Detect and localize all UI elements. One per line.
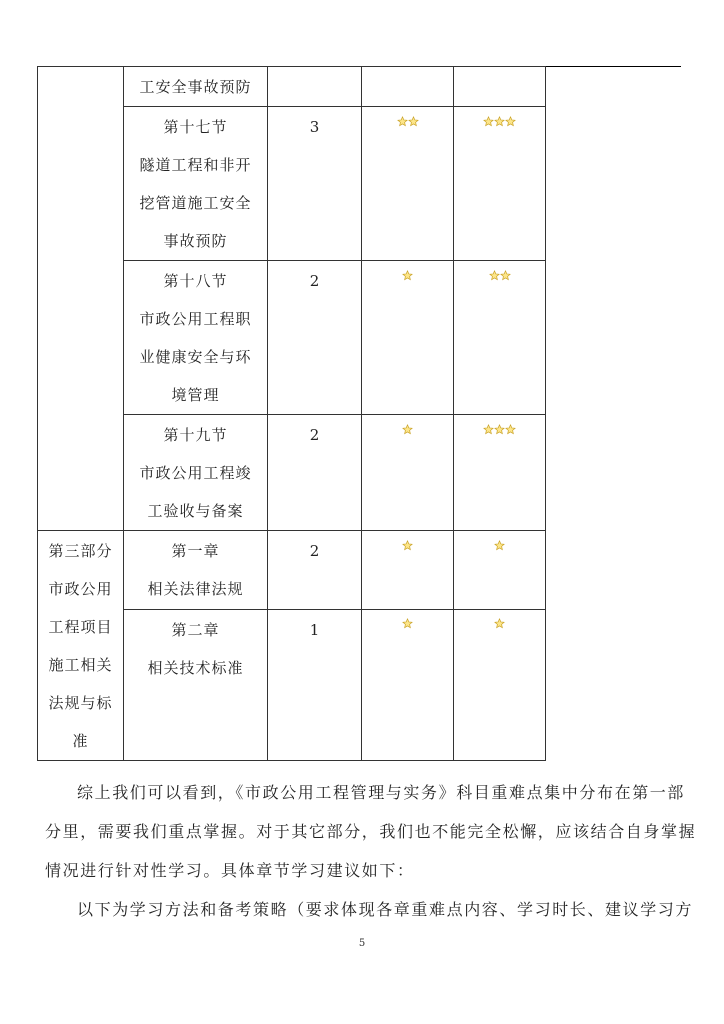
star-icon [408,116,419,127]
importance-cell [454,415,546,531]
difficulty-stars [362,610,453,648]
chapter-cell [124,107,268,261]
section-cell [38,531,124,761]
difficulty-stars [362,415,453,453]
chapter-cell [124,609,268,760]
section-line: 第三部分 [48,542,113,560]
section-line: 工程项目 [48,618,113,636]
hours-value: 3 [309,118,320,136]
strategy-paragraph-line: 以下为学习方法和备考策略（要求体现各章重难点内容、学习时长、建议学习方 [77,900,694,919]
difficulty-stars [362,531,453,569]
hours-value: 2 [309,272,320,290]
importance-cell [454,609,546,760]
page-number: 5 [358,938,366,949]
section-cell [38,67,124,531]
chapter-cell [124,531,268,610]
chapter-line: 第十八节 [163,272,228,290]
star-icon [489,270,500,281]
star-icon [483,116,494,127]
star-icon [505,424,516,435]
star-icon [402,618,413,629]
section-line: 准 [72,732,89,750]
star-icon [500,270,511,281]
section-line: 施工相关 [48,656,113,674]
table-row [38,67,546,107]
difficulty-cell [362,67,454,107]
chapter-line: 工验收与备案 [147,502,244,520]
chapter-line: 事故预防 [163,232,228,250]
chapter-cell [124,415,268,531]
star-icon [494,540,505,551]
importance-stars [454,261,545,299]
importance-stars [454,415,545,453]
chapter-line: 第十七节 [163,118,228,136]
difficulty-stars [362,107,453,145]
chapter-line: 相关技术标准 [147,658,244,677]
chapter-cell [124,261,268,415]
difficulty-cell [362,261,454,415]
hours-value: 2 [309,426,320,444]
importance-stars [454,107,545,145]
difficulty-stars [362,261,453,299]
chapter-cell [124,67,268,107]
star-icon [494,116,505,127]
hours-value: 1 [309,620,320,639]
star-icon [402,424,413,435]
study-plan-table [37,66,546,761]
chapter-line: 市政公用工程职 [139,310,252,328]
difficulty-cell [362,107,454,261]
difficulty-cell [362,609,454,760]
hours-cell [268,415,362,531]
importance-stars [454,531,545,569]
chapter-line: 境管理 [171,386,220,404]
hours-cell [268,67,362,107]
importance-cell [454,107,546,261]
section-line: 法规与标 [48,694,113,712]
hours-cell [268,609,362,760]
hours-cell [268,261,362,415]
chapter-line: 隧道工程和非开 [139,156,252,174]
importance-cell [454,531,546,610]
star-icon [397,116,408,127]
chapter-line: 第十九节 [163,426,228,444]
summary-paragraph-line: 情况进行针对性学习。具体章节学习建议如下： [45,861,415,880]
star-icon [505,116,516,127]
chapter-line: 挖管道施工安全 [139,194,252,212]
hours-cell [268,531,362,610]
importance-cell [454,67,546,107]
table-row [38,531,546,610]
importance-stars [454,610,545,648]
difficulty-cell [362,531,454,610]
importance-cell [454,261,546,415]
summary-paragraph-line: 综上我们可以看到，《市政公用工程管理与实务》科目重难点集中分布在第一部 [77,783,686,802]
chapter-line: 第二章 [171,620,220,639]
summary-paragraph-line: 分里，需要我们重点掌握。对于其它部分，我们也不能完全松懈，应该结合自身掌握 [45,822,697,841]
star-icon [494,424,505,435]
star-icon [483,424,494,435]
difficulty-cell [362,415,454,531]
chapter-line: 业健康安全与环 [139,348,252,366]
star-icon [494,618,505,629]
chapter-line: 相关法律法规 [147,580,244,598]
chapter-line: 市政公用工程竣 [139,464,252,482]
star-icon [402,270,413,281]
chapter-line: 第一章 [171,542,220,560]
hours-value: 2 [309,542,320,560]
star-icon [402,540,413,551]
chapter-line: 工安全事故预防 [139,78,252,96]
section-line: 市政公用 [48,580,113,598]
hours-cell [268,107,362,261]
